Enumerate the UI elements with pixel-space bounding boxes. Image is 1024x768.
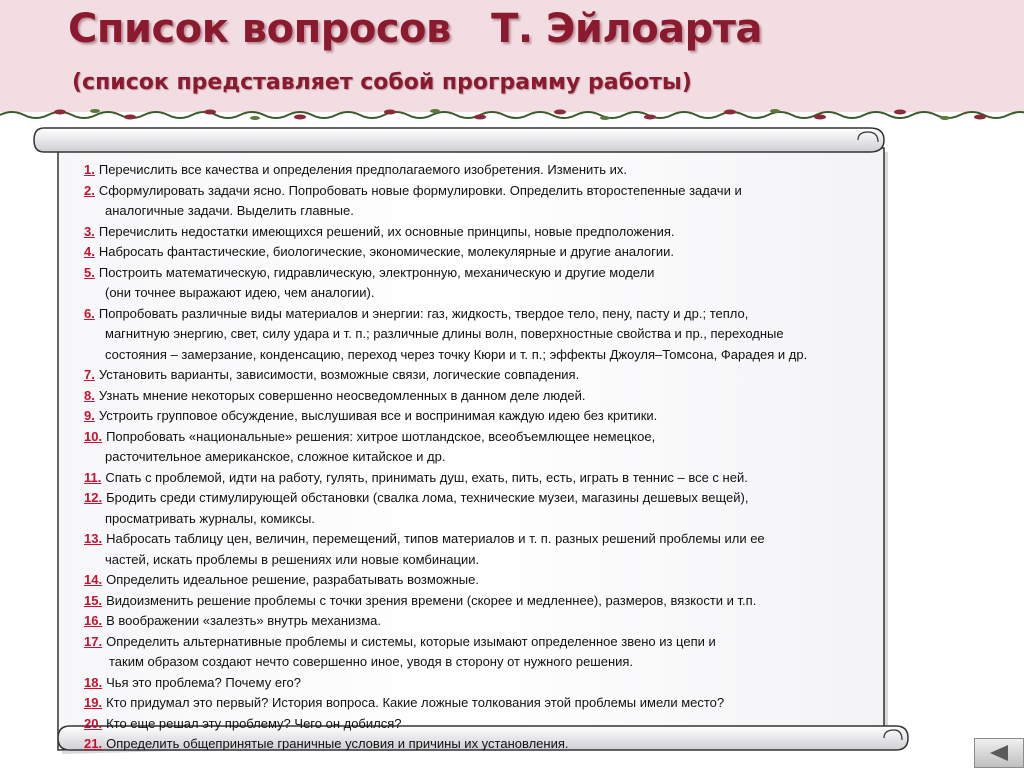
item-text: Набросать фантастические, биологические, экономические, молекулярные и другие аналогии. <box>98 244 674 259</box>
item-number: 18. <box>84 674 103 690</box>
item-text: состояния – замерзание, конденсацию, переход через точку Кюри и т. п.; эффекты Джоуля–Томсона, Фарадея и др. <box>105 346 808 362</box>
back-button[interactable] <box>974 738 1024 768</box>
item-text: Кто придумал это первый? История вопроса. Какие ложные толкования этой проблемы имели место? <box>106 695 725 710</box>
list-item <box>84 488 884 509</box>
item-number: 8. <box>84 387 95 403</box>
list-item-continuation <box>84 324 884 345</box>
list-item <box>84 468 884 489</box>
list-item-continuation <box>84 447 884 468</box>
item-number: 14. <box>84 572 103 587</box>
item-number: 12. <box>84 490 103 505</box>
item-text: Видоизменить решение проблемы с точки зрения времени (скорее и медленнее), размеров, вязкости и т.п. <box>106 592 757 608</box>
list-item <box>84 734 884 755</box>
item-text: Спать с проблемой, идти на работу, гулять, принимать душ, ехать, пить, есть, играть в теннис – все с ней. <box>105 469 748 485</box>
list-item-continuation <box>84 201 884 222</box>
item-number: 15. <box>84 592 103 608</box>
item-text: Перечислить недостатки имеющихся решений, их основные принципы, новые предположения. <box>98 223 675 239</box>
item-text: таким образом создают нечто совершенно иное, уводя в сторону от нужного решения. <box>109 654 634 669</box>
item-number: 6. <box>84 305 95 321</box>
item-number: 4. <box>84 244 95 259</box>
list-item <box>84 406 884 427</box>
item-text: Установить варианты, зависимости, возможные связи, логические совпадения. <box>98 367 580 382</box>
item-text: Определить альтернативные проблемы и системы, которые изымают определенное звено из цепи и <box>106 633 716 649</box>
list-item <box>84 263 884 284</box>
item-text: Сформулировать задачи ясно. Попробовать новые формулировки. Определить второстепенные задачи и <box>98 182 742 198</box>
item-text: Набросать таблицу цен, величин, перемещений, типов материалов и т. п. разных решений проблемы или ее <box>106 531 765 546</box>
list-item <box>84 693 884 714</box>
list-item <box>84 611 884 632</box>
slide-title: Список вопросов Т. Эйлоарта <box>68 6 762 52</box>
list-item-continuation <box>84 283 884 304</box>
list-item <box>84 673 884 694</box>
list-item-continuation <box>84 345 884 366</box>
list-item-continuation <box>84 550 884 571</box>
questions-list <box>84 160 884 755</box>
item-text: Узнать мнение некоторых совершенно неосведомленных в данном деле людей. <box>98 387 586 403</box>
item-number: 7. <box>84 367 95 382</box>
item-text: аналогичные задачи. Выделить главные. <box>105 203 354 218</box>
list-item <box>84 222 884 243</box>
item-text: Попробовать различные виды материалов и энергии: газ, жидкость, твердое тело, пену, пасту и др.; тепло, <box>98 305 749 321</box>
item-text: Кто еще решал эту проблему? Чего он добился? <box>106 715 402 731</box>
list-item <box>84 427 884 448</box>
list-item <box>84 365 884 386</box>
item-text: В воображении «залезть» внутрь механизма. <box>106 613 382 628</box>
item-text: Определить идеальное решение, разрабатывать возможные. <box>106 572 479 587</box>
list-item <box>84 714 884 735</box>
item-text: Устроить групповое обсуждение, выслушивая все и воспринимая каждую идею без критики. <box>98 408 658 423</box>
item-number: 19. <box>84 695 103 710</box>
item-number: 17. <box>84 633 103 649</box>
item-number: 9. <box>84 408 95 423</box>
item-number: 21. <box>84 736 103 751</box>
item-text: Попробовать «национальные» решения: хитрое шотландское, всеобъемлющее немецкое, <box>106 428 656 444</box>
item-number: 2. <box>84 182 95 198</box>
list-item <box>84 242 884 263</box>
list-item-continuation <box>84 509 884 530</box>
list-item <box>84 181 884 202</box>
item-number: 5. <box>84 264 95 280</box>
item-text: Определить общепринятые граничные условия и причины их установления. <box>106 736 569 751</box>
list-item <box>84 570 884 591</box>
list-item <box>84 386 884 407</box>
item-number: 10. <box>84 428 103 444</box>
item-text: расточительное американское, сложное китайское и др. <box>105 449 446 464</box>
list-item <box>84 160 884 181</box>
item-number: 16. <box>84 613 103 628</box>
slide-subtitle: (список представляет собой программу работы) <box>72 70 692 95</box>
item-number: 13. <box>84 531 103 546</box>
list-item-continuation <box>84 652 884 673</box>
item-number: 1. <box>84 162 95 177</box>
item-text: просматривать журналы, комиксы. <box>105 510 315 526</box>
item-text: частей, искать проблемы в решениях или новые комбинации. <box>105 551 480 567</box>
item-number: 20. <box>84 715 103 731</box>
back-arrow-icon <box>990 745 1008 761</box>
item-text: (они точнее выражают идею, чем аналогии). <box>105 285 375 300</box>
item-number: 3. <box>84 223 95 239</box>
item-text: Построить математическую, гидравлическую, электронную, механическую и другие модели <box>98 264 655 280</box>
item-number: 11. <box>84 469 102 485</box>
list-item <box>84 632 884 653</box>
list-item <box>84 591 884 612</box>
item-text: Перечислить все качества и определения предполагаемого изобретения. Изменить их. <box>98 162 627 177</box>
list-item <box>84 304 884 325</box>
list-item <box>84 529 884 550</box>
item-text: Чья это проблема? Почему его? <box>106 674 301 690</box>
item-text: Бродить среди стимулирующей обстановки (свалка лома, технические музеи, магазины дешевых вещей), <box>106 490 749 505</box>
item-text: магнитную энергию, свет, силу удара и т. п.; различные длины волн, поверхностные свойства и пр., переходные <box>105 326 784 341</box>
